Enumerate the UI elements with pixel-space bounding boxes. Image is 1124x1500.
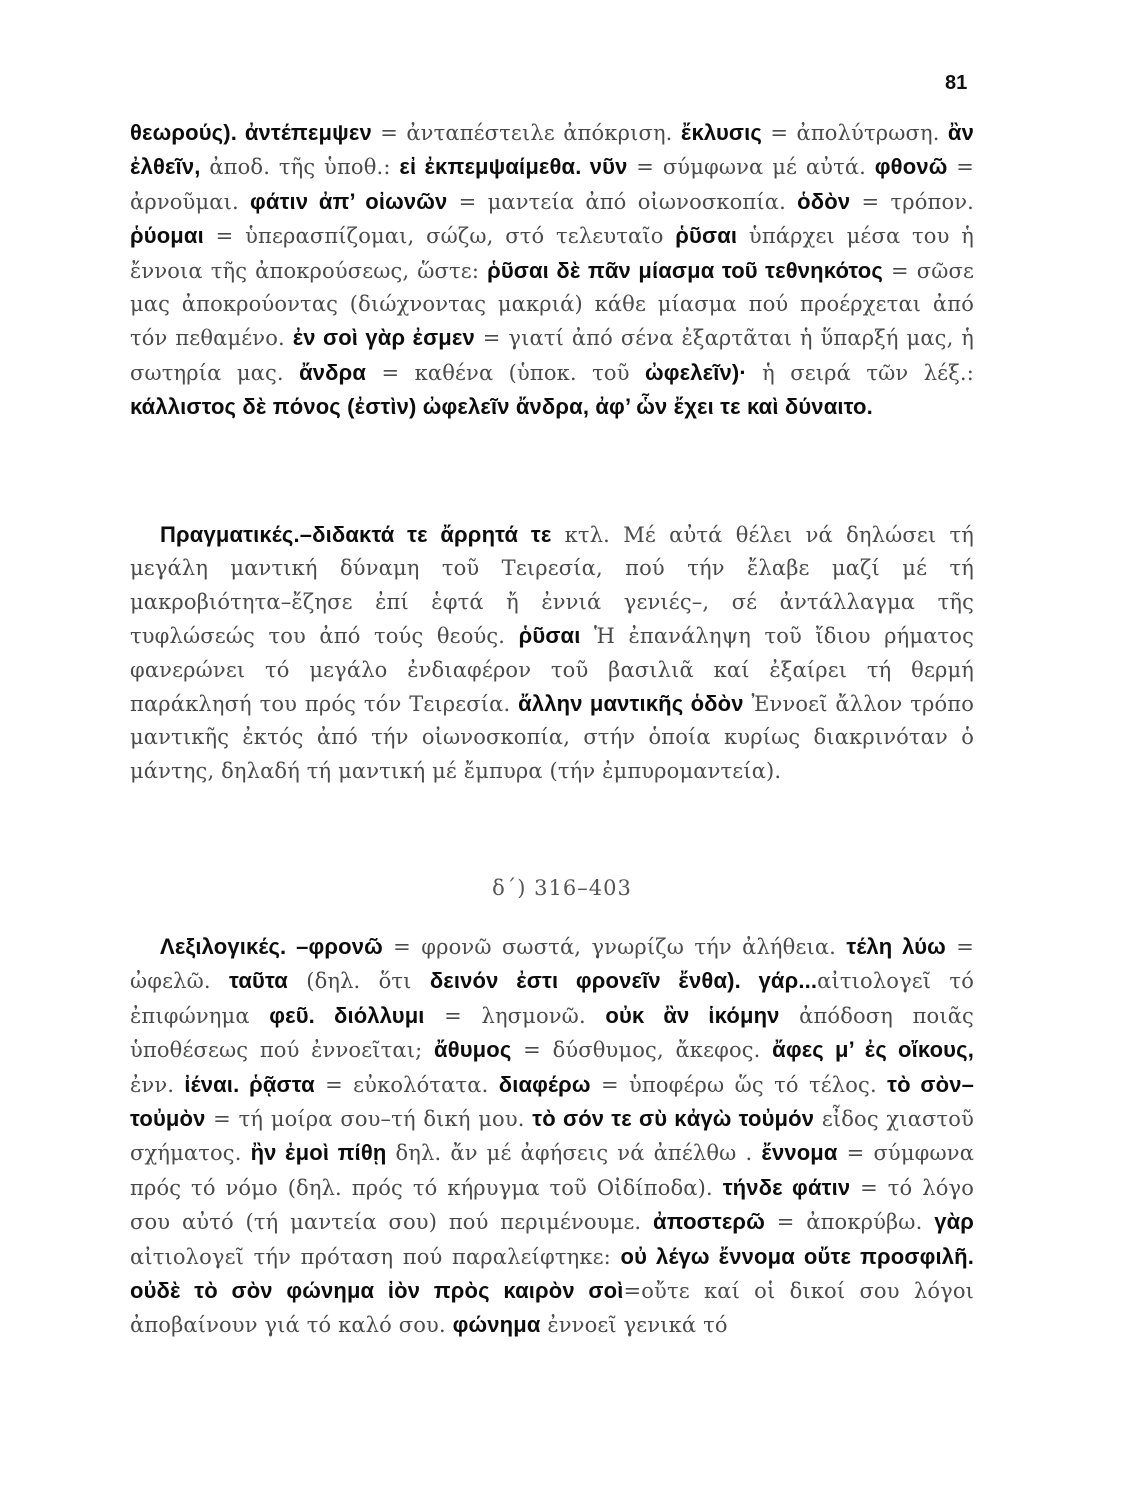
commentary-text: ἐνν.: [130, 1072, 185, 1097]
commentary-text: εἶδος χιαστοῦ σχήματος.: [130, 1107, 974, 1166]
headword-term: ἂν ἐλθεῖν,: [130, 120, 974, 180]
headword-term: φεῦ. διόλλυμι: [269, 1002, 425, 1028]
commentary-text: = τή μοίρα σου–τή δική μου.: [205, 1107, 533, 1132]
commentary-text: = σύμφωνα μέ αὐτά.: [627, 155, 875, 180]
commentary-text: = ὑποφέρω ὥς τό τέλος.: [590, 1072, 888, 1097]
headword-term: τὸ σὸν–τοὐμὸν: [130, 1071, 974, 1132]
headword-term: ῥῦσαι: [675, 223, 738, 249]
commentary-text: = τρόπον.: [850, 189, 974, 214]
headword-term: ῥῦσαι δὲ πᾶν μίασμα τοῦ τεθνηκότος: [487, 257, 883, 283]
headword-term: ὠφελεῖν)·: [645, 359, 747, 385]
headword-term: ἄφες μ’ ἐς οἴκους,: [772, 1037, 974, 1063]
paragraph-vocabulary-notes: [130, 930, 974, 1343]
commentary-text: = τό λόγο σου αὐτό (τή μαντεία σου) πού περιμένουμε.: [130, 1175, 974, 1235]
headword-term: γὰρ: [934, 1209, 975, 1235]
commentary-text: ἐννοεῖ γενικά τό: [540, 1313, 728, 1338]
headword-term: θεωρούς). ἀντέπεμψεν: [130, 120, 372, 145]
commentary-text: = ὠφελῶ.: [130, 935, 974, 994]
headword-term: δεινόν ἐστι φρονεῖν ἔνθα). γάρ...: [429, 968, 818, 994]
paragraph-glossary-continued: [130, 116, 974, 425]
headword-term: τήνδε φάτιν: [722, 1174, 851, 1200]
headword-term: ἔκλυσις: [680, 120, 762, 145]
commentary-text: = καθένα (ὑποκ. τοῦ: [366, 360, 645, 385]
headword-term: ὁδὸν: [797, 188, 851, 214]
headword-term: ταῦτα: [228, 968, 288, 994]
commentary-text: κτλ. Μέ αὐτά θέλει νά δηλώσει τή μεγάλη μαντική δύναμη τοῦ Τειρεσία, πού τήν ἔλαβε μαζί μέ τή μακροβιότητα–ἔζησε ἐπί ἑφτά ἤ ἐννιά γενιές–, σέ ἀντάλλαγμα τῆς τυφλώσεώς του ἀπό τούς θεούς.: [130, 523, 974, 649]
commentary-text: Ἐννοεῖ ἄλλον τρόπο μαντικῆς ἐκτός ἀπό τήν οἰωνοσκοπία, στήν ὁποία κυρίως διακρινόταν ὁ μάντης, δηλαδή τή μαντική μέ ἔμπυρα (τήν ἐμπυρομαντεία).: [130, 692, 974, 783]
commentary-text: = ἀνταπέστειλε ἀπόκριση.: [371, 121, 681, 145]
commentary-text: ἀποδ. τῆς ὑποθ.:: [200, 155, 400, 180]
commentary-text: δηλ. ἄν μέ ἀφήσεις νά ἀπέλθω .: [386, 1141, 762, 1166]
headword-term: ῥῦσαι: [518, 623, 581, 649]
headword-term: κάλλιστος δὲ πόνος (ἐστὶν) ὠφελεῖν ἄνδρα, ἀφ’ ὧν ἔχει τε καὶ δύναιτο.: [130, 394, 873, 420]
commentary-text: = εὐκολότατα.: [314, 1072, 499, 1097]
commentary-text: (δηλ. ὅτι: [287, 969, 430, 994]
headword-term: φάτιν ἀπ’ οἰωνῶν: [250, 188, 448, 214]
headword-term: ἄλλην μαντικῆς ὁδὸν: [518, 691, 744, 717]
paragraph-factual-notes: [130, 518, 974, 788]
section-heading: δ΄) 316–403: [492, 876, 632, 900]
headword-term: ῥύομαι: [130, 223, 204, 249]
commentary-text: = γιατί ἀπό σένα ἐξαρτᾶται ἡ ὕπαρξή μας, ἡ σωτηρία μας.: [130, 326, 975, 385]
commentary-text: αἰτιολογεῖ τήν πρόταση πού παραλείφτηκε:: [130, 1244, 621, 1269]
headword-term: διαφέρω: [498, 1071, 591, 1097]
headword-term: ἢν ἐμοὶ πίθῃ: [250, 1140, 387, 1166]
headword-term: Λεξιλογικές. –φρονῶ: [160, 934, 383, 959]
headword-term: εἰ ἐκπεμψαίμεθα. νῦν: [399, 154, 628, 180]
headword-term: ἔννομα: [761, 1140, 838, 1166]
commentary-text: = ἀπολύτρωση.: [761, 121, 948, 145]
headword-term: ἄθυμος: [434, 1037, 512, 1063]
commentary-text: = φρονῶ σωστά, γνωρίζω τήν ἀλήθεια.: [382, 935, 847, 959]
commentary-text: = ἀποκρύβω.: [764, 1210, 935, 1235]
headword-term: οὐκ ἂν ἱκόμην: [605, 1002, 780, 1028]
headword-term: φώνημα: [452, 1312, 541, 1338]
commentary-text: ἡ σειρά τῶν λέξ.:: [746, 360, 974, 385]
headword-term: Πραγματικές.–διδακτά τε ἄρρητά τε: [160, 522, 552, 547]
commentary-text: = δύσθυμος, ἄκεφος.: [511, 1038, 773, 1063]
headword-term: τέλη λύω: [846, 934, 946, 959]
commentary-text: =οὔτε καί οἱ δικοί σου λόγοι ἀποβαίνουν γιά τό καλό σου.: [130, 1279, 975, 1338]
commentary-text: = σύμφωνα πρός τό νόμο (δηλ. πρός τό κήρυγμα τοῦ Οἰδίποδα).: [130, 1141, 975, 1200]
page-number: 81: [945, 72, 968, 94]
commentary-text: = ὑπερασπίζομαι, σώζω, στό τελευταῖο: [203, 224, 676, 249]
commentary-text: Ἡ ἐπανάληψη τοῦ ἴδιου ρήματος φανερώνει τό μεγάλο ἐνδιαφέρον τοῦ βασιλιᾶ καί ἐξαίρει τή θερμή παράκλησή του πρός τόν Τειρεσία.: [130, 624, 974, 717]
headword-term: ἄνδρα: [299, 359, 367, 385]
headword-term: ἐν σοὶ γὰρ ἐσμεν: [292, 325, 475, 351]
commentary-text: = ἀρνοῦμαι.: [130, 155, 974, 214]
commentary-text: = λησμονῶ.: [424, 1003, 606, 1028]
commentary-text: = σῶσε μας ἀποκρούοντας (διώχνοντας μακριά) κάθε μίασμα πού προέρχεται ἀπό τόν πεθαμένο.: [130, 258, 974, 351]
headword-term: ἰέναι. ῥᾷστα: [184, 1071, 315, 1097]
commentary-text: αἰτιολογεῖ τό ἐπιφώνημα: [130, 969, 974, 1028]
commentary-text: ὑπάρχει μέσα του ἡ ἔννοια τῆς ἀποκρούσεως, ὥστε:: [130, 224, 975, 283]
commentary-text: ἀπόδοση ποιᾶς ὑποθέσεως πού ἐννοεῖται;: [130, 1003, 974, 1063]
headword-term: τὸ σόν τε σὺ κἀγὼ τοὐμόν: [532, 1106, 815, 1132]
headword-term: φθονῶ: [874, 154, 948, 180]
headword-term: ἀποστερῶ: [653, 1209, 765, 1235]
headword-term: οὐ λέγω ἔννομα οὔτε προσφιλῆ. οὐδὲ τὸ σὸν φώνημα ἰὸν πρὸς καιρὸν σοὶ: [130, 1243, 974, 1304]
commentary-text: = μαντεία ἀπό οἰωνοσκοπία.: [447, 189, 798, 214]
